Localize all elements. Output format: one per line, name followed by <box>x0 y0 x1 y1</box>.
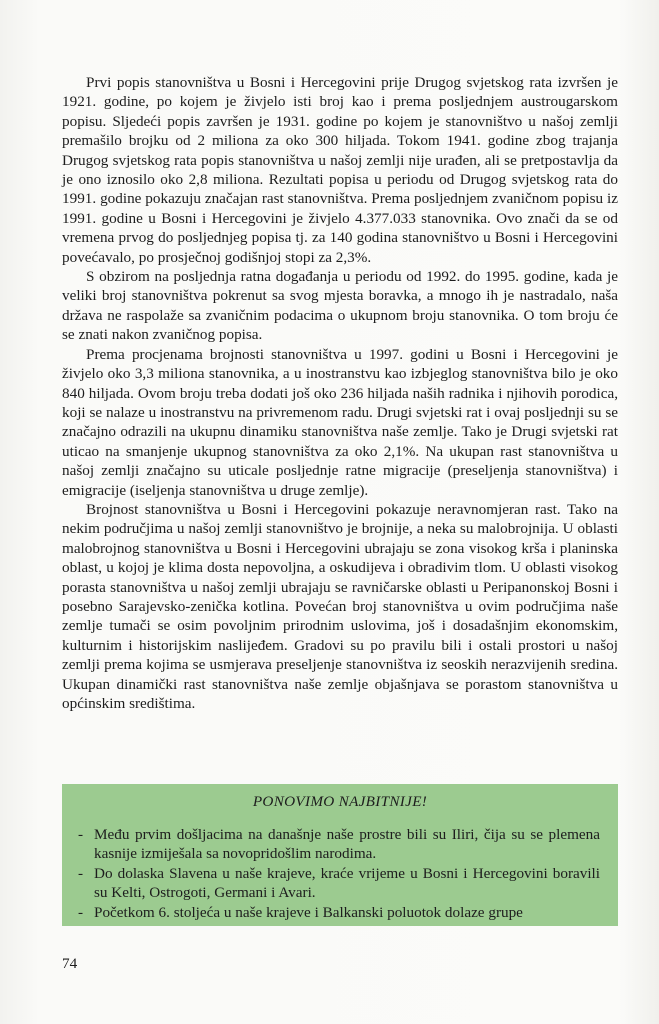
paragraph-population-estimates: Prema procjenama brojnosti stanovništva u 1997. godini u Bosni i Hercegovini je živjelo oko 3,3 miliona stanovnika, a u inostranstvu kao izbjeglog stanovništva bilo je oko 840 hiljada. Ovom broju treba dodati još oko 236 hiljada naših radnika i njihovih porodica, koji se nalaze u inostranstvu na privremenom radu. Drugi svjetski rat i ovaj posljednji su se značajno odrazili na ukupnu dinamiku stanovništva naše zemlje. Tako je Drugi svjetski rat uticao na smanjenje ukupnog stanovništva za oko 2,1%. Na ukupan rast stanovništva u našoj zemlji značajno su uticale posljednje ratne migracije (preseljenja stanovništva) i emigracije (iseljenja stanovništva u druge zemlje). <box>62 345 618 499</box>
summary-title: PONOVIMO NAJBITNIJE! <box>252 793 428 810</box>
summary-box <box>62 784 618 926</box>
page-number: 74 <box>62 955 78 972</box>
summary-list <box>62 825 618 922</box>
summary-item <box>78 864 600 903</box>
bullet-dash: - <box>78 903 84 921</box>
summary-item-text: Početkom 6. stoljeća u naše krajeve i Balkanski poluotok dolaze grupe <box>94 903 523 921</box>
summary-item <box>78 825 600 864</box>
body-text <box>62 73 618 713</box>
summary-item-text: Do dolaska Slavena u naše krajeve, kraće vrijeme u Bosni i Hercegovini boravili su Kelti, Ostrogoti, Germani i Avari. <box>94 864 600 902</box>
summary-item <box>78 903 600 922</box>
paragraph-uneven-growth: Brojnost stanovništva u Bosni i Hercegovini pokazuje neravnomjeran rast. Tako na nekim područjima u našoj zemlji stanovništvo je brojnije, a neka su malobrojnija. U oblasti malobrojnog stanovništva u Bosni i Hercegovini ubrajaju se zona visokog krša i planinska oblast, u kojoj je klima dosta nepovoljna, a oskudijeva i obradivim tlom. U oblasti visokog porasta stanovništva u našoj zemlji ubrajaju se ravničarske oblasti u Peripanonskoj Bosni i posebno Sarajevsko-zenička kotlina. Povećan broj stanovništva u ovim područjima naše zemlje tumači se osim povoljnim prirodnim uslovima, još i dosadašnjim ekonomskim, kulturnim i historijskim naslijeđem. Gradovi su po pravilu bili i ostali prostori u našoj zemlji prema kojima se usmjerava preseljenje stanovništva iz seoskih nerazvijenih sredina. Ukupan dinamički rast stanovništva naše zemlje objašnjava se porastom stanovništva u općinskim središtima. <box>62 500 618 712</box>
bullet-dash: - <box>78 864 84 882</box>
paragraph-war-events: S obzirom na posljednja ratna događanja u periodu od 1992. do 1995. godine, kada je veliki broj stanovništva pokrenut sa svog mjesta boravka, a mnogo ih je nastradalo, naša država ne raspolaže sa zvaničnim podacima o ukupnom broju stanovnika. O tom broju će se znati nakon zvaničnog popisa. <box>62 268 618 344</box>
summary-item-text: Među prvim došljacima na današnje naše prostre bili su Iliri, čija su se plemena kasnije izmiješala sa novopridošlim narodima. <box>94 826 600 863</box>
paragraph-census-history: Prvi popis stanovništva u Bosni i Hercegovini prije Drugog svjetskog rata izvršen je 1921. godine, po kojem je živjelo isti broj kao i prema posljednjem austrougarskom popisu. Sljedeći popis završen je 1931. godine po kojem je stanovništvo u našoj zemlji premašilo brojku od 2 miliona za oko 300 hiljada. Tokom 1941. godine zbog trajanja Drugog svjetskog rata popis stanovništva u našoj zemlji nije urađen, ali se pretpostavlja da je ono iznosilo oko 2,8 miliona. Rezultati popisa u periodu od Drugog svjetskog rata do 1991. godine pokazuju značajan rast stanovništva. Prema posljednjem zvaničnom popisu iz 1991. godine u Bosni i Hercegovini je živjelo 4.377.033 stanovnika. Ovo znači da se od vremena prvog do posljednjeg popisa tj. za 140 godina stanovništvo u Bosni i Hercegovini povećavalo, po prosječnoj godišnjoj stopi za 2,3%. <box>62 74 618 266</box>
bullet-dash: - <box>78 826 84 843</box>
